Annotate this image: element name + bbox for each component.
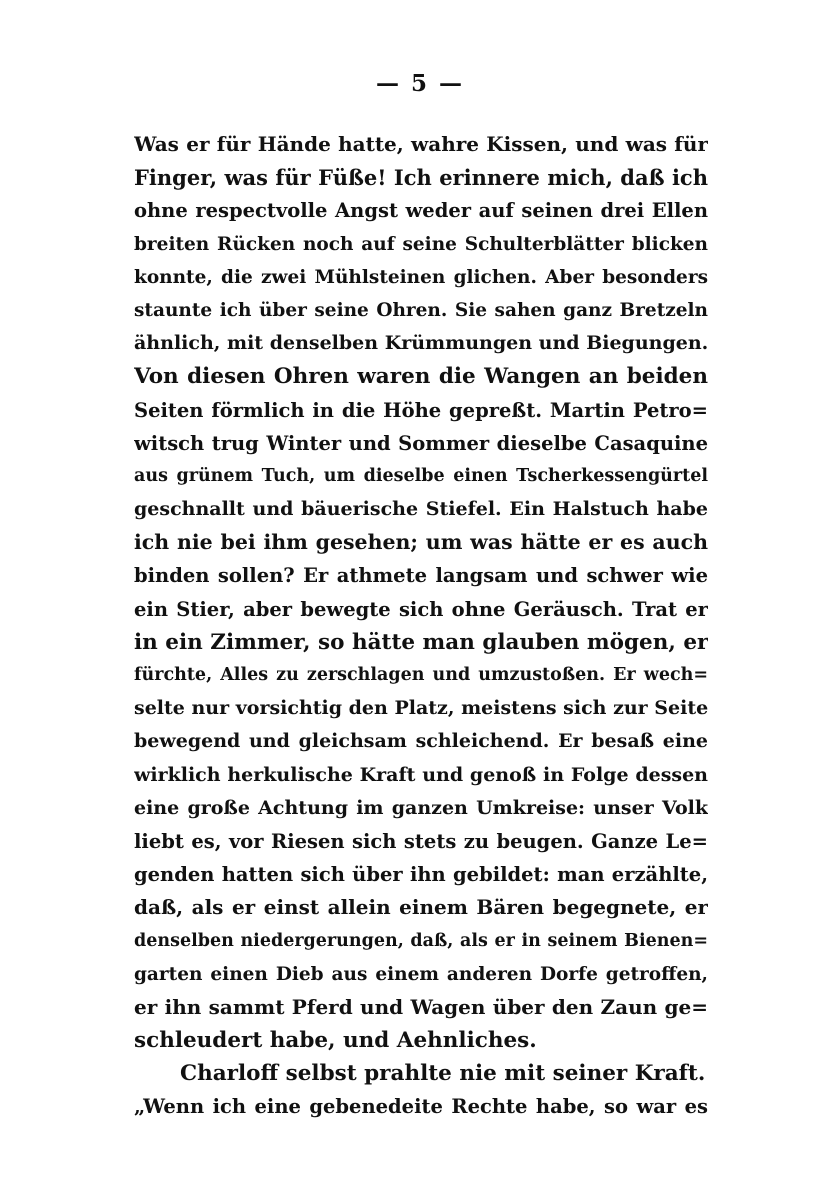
- text-line-1: Was er für Hände hatte, wahre Kissen, und was für: [134, 132, 708, 156]
- body-text: [134, 128, 708, 1124]
- text-line-20: wirklich herkulische Kraft und genoß in Folge dessen: [134, 763, 708, 786]
- text-line-12: geschnallt und bäuerische Stiefel. Ein Halstuch habe: [134, 498, 708, 521]
- text-line-24: daß, als er einst allein einem Bären begegnete, er: [134, 895, 708, 920]
- text-line-18: selte nur vorsichtig den Platz, meistens sich zur Seite: [134, 697, 708, 720]
- text-line-9: Seiten förmlich in die Höhe gepreßt. Martin Petro=: [134, 398, 708, 422]
- text-line-11: aus grünem Tuch, um dieselbe einen Tscherkessengürtel: [134, 465, 708, 486]
- text-line-15: ein Stier, aber bewegte sich ohne Geräusch. Trat er: [134, 597, 708, 621]
- text-line-3: ohne respectvolle Angst weder auf seinen drei Ellen: [134, 199, 708, 223]
- text-line-28: schleudert habe, und Aehnliches.: [134, 1028, 537, 1054]
- page-number: — 5 —: [375, 70, 465, 97]
- text-line-26: garten einen Dieb aus einem anderen Dorfe getroffen,: [134, 963, 708, 985]
- text-line-22: liebt es, vor Riesen sich stets zu beugen. Ganze Le=: [134, 829, 708, 853]
- text-line-21: eine große Achtung im ganzen Umkreise: unser Volk: [134, 796, 708, 819]
- text-line-2: Finger, was für Füße! Ich erinnere mich, daß ich: [134, 165, 708, 191]
- text-line-27: er ihn sammt Pferd und Wagen über den Zaun ge=: [134, 994, 708, 1019]
- text-line-8: Von diesen Ohren waren die Wangen an beiden: [134, 364, 708, 390]
- text-line-4: breiten Rücken noch auf seine Schulterblätter blicken: [134, 233, 708, 255]
- text-line-29: Charloff selbst prahlte nie mit seiner Kraft.: [180, 1061, 706, 1087]
- text-line-25: denselben niedergerungen, daß, als er in seinem Bienen=: [134, 930, 708, 951]
- text-line-6: staunte ich über seine Ohren. Sie sahen ganz Bretzeln: [134, 299, 708, 321]
- text-line-19: bewegend und gleichsam schleichend. Er besaß eine: [134, 730, 708, 753]
- text-line-13: ich nie bei ihm gesehen; um was hätte er es auch: [134, 530, 708, 555]
- text-line-30: „Wenn ich eine gebenedeite Rechte habe, so war es: [134, 1095, 708, 1119]
- text-line-5: konnte, die zwei Mühlsteinen glichen. Aber besonders: [134, 266, 708, 288]
- text-line-17: fürchte, Alles zu zerschlagen und umzustoßen. Er wech=: [134, 665, 708, 685]
- text-line-23: genden hatten sich über ihn gebildet: man erzählte,: [134, 863, 708, 887]
- text-line-16: in ein Zimmer, so hätte man glauben mögen, er: [134, 629, 708, 655]
- text-line-10: witsch trug Winter und Sommer dieselbe Casaquine: [134, 431, 708, 455]
- text-line-14: binden sollen? Er athmete langsam und schwer wie: [134, 564, 708, 588]
- text-line-7: ähnlich, mit denselben Krümmungen und Biegungen.: [134, 332, 708, 355]
